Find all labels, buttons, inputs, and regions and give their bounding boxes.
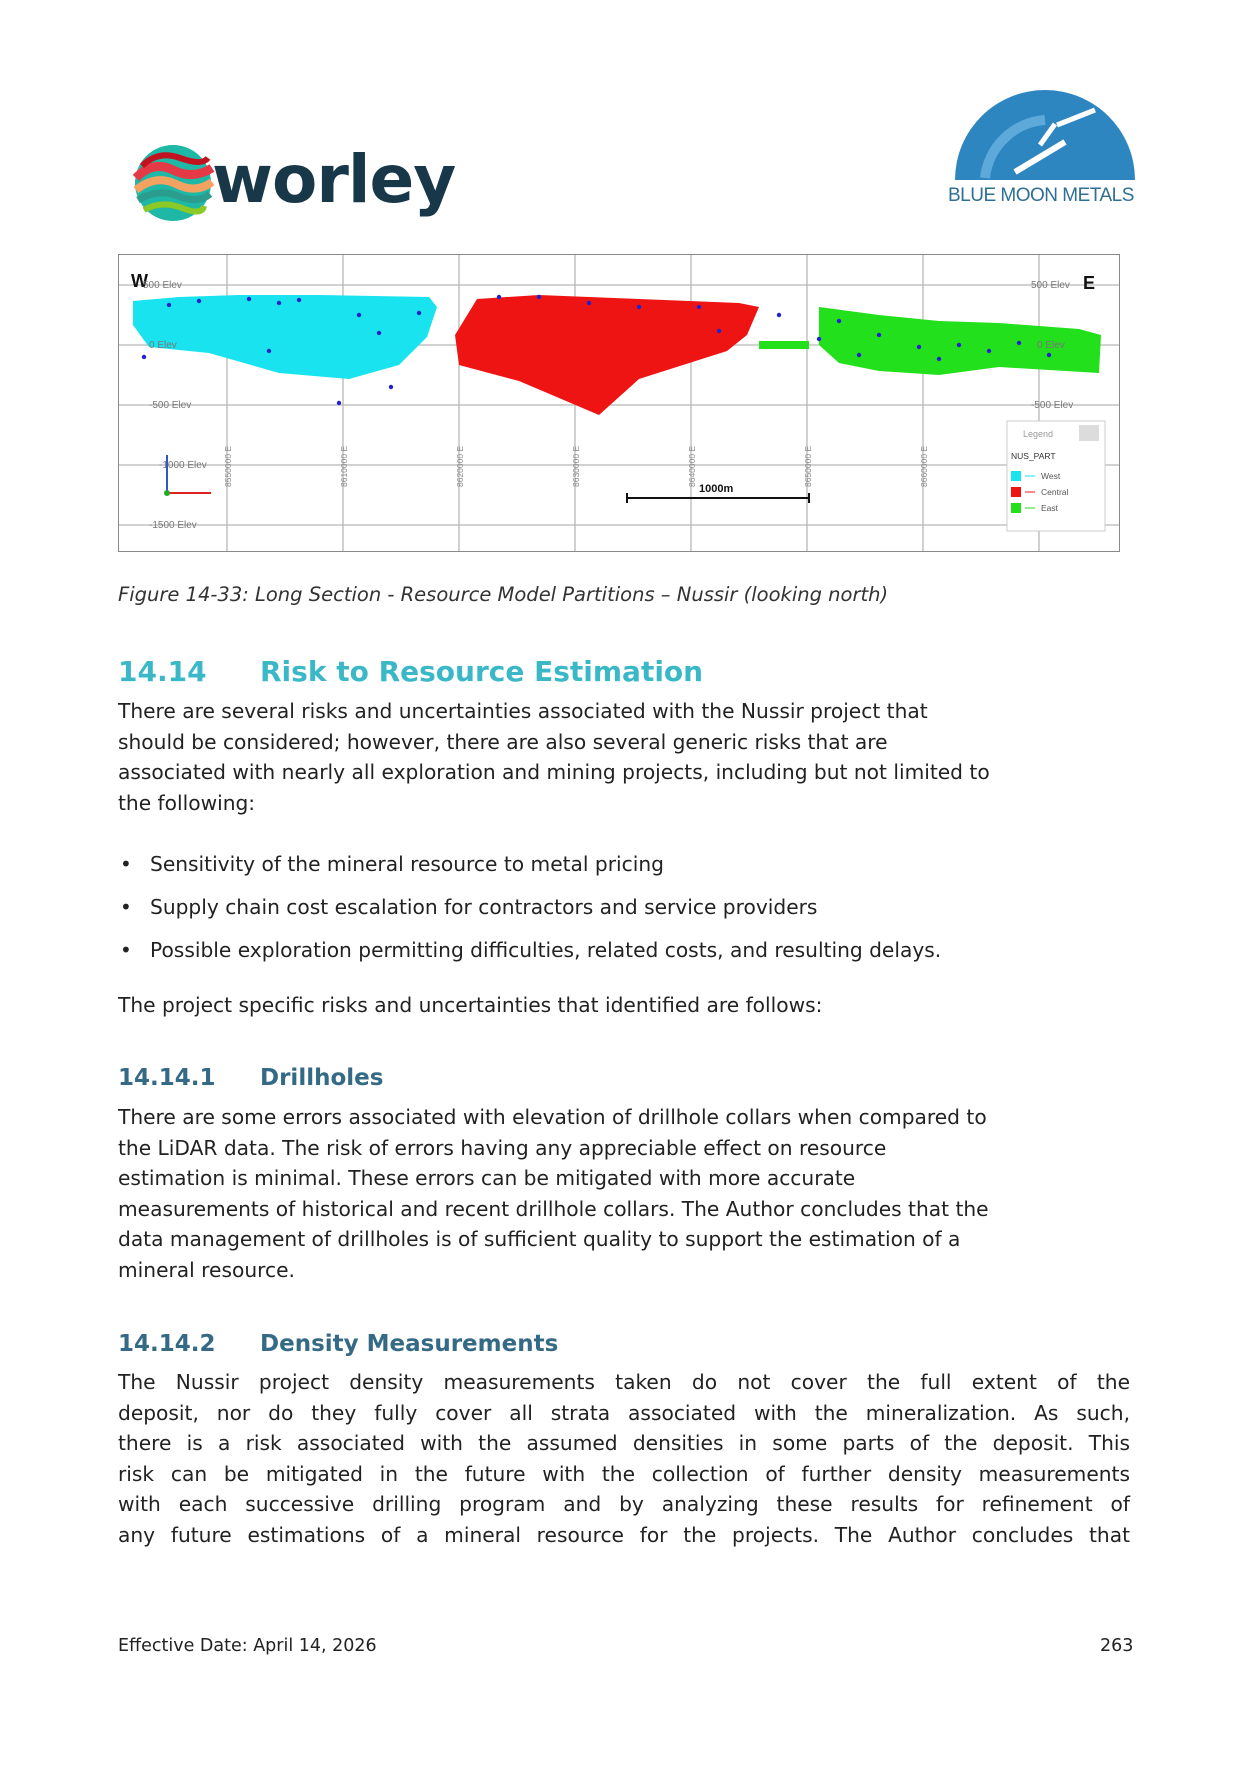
paragraph-line: associated with nearly all exploration and mining projects, including but not limited to xyxy=(118,760,990,785)
list-item-text: Possible exploration permitting difficulties, related costs, and resulting delays. xyxy=(150,938,942,962)
bullet-list xyxy=(118,849,1126,978)
long-section-figure xyxy=(118,254,1120,552)
paragraph-line: deposit, nor do they fully cover all strata associated with the mineralization. As such, xyxy=(118,1400,1130,1425)
paragraph-line: mineral resource. xyxy=(118,1257,295,1282)
worley-logo-text: worley xyxy=(212,141,456,218)
subsection-heading xyxy=(118,1065,383,1091)
elev-label: 500 Elev xyxy=(143,280,182,291)
easting-label: 8640000 E xyxy=(687,445,697,487)
paragraph-line: with each successive drilling program and by analyzing these results for refinement of xyxy=(118,1492,1130,1517)
paragraph-line: There are some errors associated with elevation of drillhole collars when compared to xyxy=(118,1105,987,1129)
elev-label-right: 0 Elev xyxy=(1037,340,1065,351)
elev-label-right: -500 Elev xyxy=(1031,400,1074,411)
legend-title: Legend xyxy=(1023,429,1054,439)
elev-label: -1000 Elev xyxy=(159,460,207,471)
paragraph-line: should be considered; however, there are also several generic risks that are xyxy=(118,729,888,754)
legend-item-east: East xyxy=(1041,503,1059,513)
easting-label: 8630000 E xyxy=(571,445,581,487)
footer-page-number: 263 xyxy=(1100,1636,1134,1656)
legend-item-west: West xyxy=(1041,471,1061,481)
list-item: • Sensitivity of the mineral resource to metal pricing xyxy=(120,852,664,876)
easting-label: 8610000 E xyxy=(339,445,349,487)
west-partition xyxy=(133,295,437,379)
intro-paragraph xyxy=(118,696,1126,818)
section-heading xyxy=(118,655,703,688)
drillholes-paragraph xyxy=(118,1102,1126,1286)
subsection-title: Density Measurements xyxy=(260,1331,559,1357)
elev-label: 0 Elev xyxy=(149,340,177,351)
elev-label-right: 500 Elev xyxy=(1031,280,1070,291)
east-label: E xyxy=(1083,273,1096,293)
density-paragraph xyxy=(118,1367,1130,1551)
legend-field: NUS_PART xyxy=(1011,451,1056,461)
paragraph-line: estimation is minimal. These errors can be mitigated with more accurate xyxy=(118,1166,856,1191)
list-item-text: Sensitivity of the mineral resource to metal pricing xyxy=(150,852,664,876)
paragraph-line: there is a risk associated with the assumed densities in some parts of the deposit. This xyxy=(118,1431,1130,1456)
worley-logo-icon xyxy=(128,138,218,228)
section-number: 14.14 xyxy=(118,655,207,688)
blue-moon-metals-logo-text: BLUE MOON METALS xyxy=(948,185,1134,206)
easting-label: 8550000 E xyxy=(223,445,233,487)
central-partition xyxy=(455,295,759,415)
figure-caption: Figure 14-33: Long Section - Resource Model Partitions – Nussir (looking north) xyxy=(118,583,889,606)
footer-effective-date: Effective Date: April 14, 2026 xyxy=(118,1636,377,1656)
paragraph-line: the LiDAR data. The risk of errors having any appreciable effect on resource xyxy=(118,1135,887,1160)
paragraph-line: data management of drillholes is of sufficient quality to support the estimation of a xyxy=(118,1227,961,1252)
section-title: Risk to Resource Estimation xyxy=(260,655,704,688)
easting-label: 8650000 E xyxy=(803,445,813,487)
paragraph-line: the following: xyxy=(118,790,256,815)
subsection-number: 14.14.2 xyxy=(118,1331,216,1357)
paragraph-line: There are several risks and uncertainties associated with the Nussir project that xyxy=(118,699,928,723)
long-section-map xyxy=(119,255,1119,551)
paragraph-line: measurements of historical and recent drillhole collars. The Author concludes that the xyxy=(118,1196,989,1221)
list-item-text: Supply chain cost escalation for contractors and service providers xyxy=(150,895,818,919)
elev-label: -1500 Elev xyxy=(149,520,197,531)
elev-label: -500 Elev xyxy=(149,400,192,411)
west-label: W xyxy=(131,271,148,291)
subsection-number: 14.14.1 xyxy=(118,1065,216,1091)
paragraph-line: The Nussir project density measurements taken do not cover the full extent of the xyxy=(118,1370,1130,1394)
legend xyxy=(1007,421,1105,531)
subsection-title: Drillholes xyxy=(260,1065,384,1091)
subsection-heading xyxy=(118,1331,558,1357)
list-item: • Supply chain cost escalation for contractors and service providers xyxy=(120,895,818,919)
closing-paragraph: The project specific risks and uncertainties that identified are follows: xyxy=(118,993,823,1017)
paragraph-line: any future estimations of a mineral resource for the projects. The Author concludes that xyxy=(118,1522,1130,1547)
easting-label: 8660000 E xyxy=(919,445,929,487)
scale-bar xyxy=(627,483,809,503)
paragraph-line: risk can be mitigated in the future with the collection of further density measurements xyxy=(118,1461,1130,1486)
easting-label: 8620000 E xyxy=(455,445,465,487)
legend-item-central: Central xyxy=(1041,487,1069,497)
list-item: • Possible exploration permitting difficulties, related costs, and resulting delays. xyxy=(120,938,942,962)
scale-bar-label: 1000m xyxy=(699,483,734,495)
